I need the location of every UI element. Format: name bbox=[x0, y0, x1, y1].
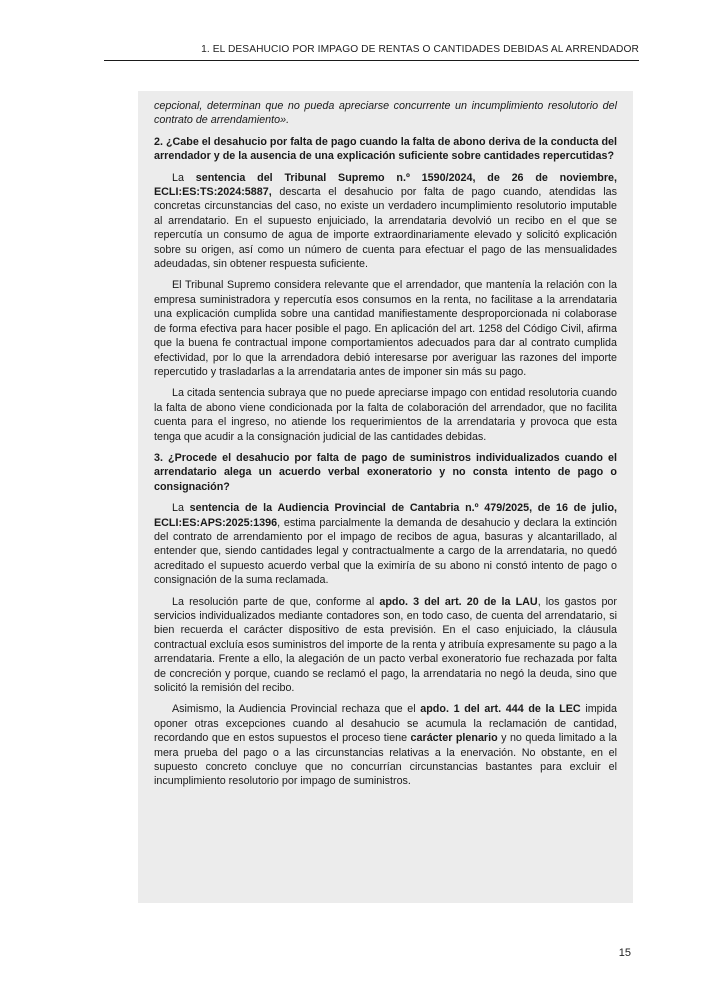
emphasis-caracter-plenario: carácter plenario bbox=[410, 732, 498, 745]
citation-art-20-lau: apdo. 3 del art. 20 de la LAU bbox=[379, 595, 538, 608]
running-header-title: 1. EL DESAHUCIO POR IMPAGO DE RENTAS O CANTIDADES DEBIDAS AL ARRENDADOR bbox=[201, 44, 639, 55]
question-3-paragraph-1 bbox=[154, 501, 617, 587]
text-run: , estima parcialmente la demanda de desahucio y declara la extinción del contrato de arrendamiento por el impago de recibos de agua, basuras y alcantarillado, al entender que, siendo cantidades legal y contractualmente a cargo de la arrendataria, no quedó acreditado el supuesto acuerdo verbal que la eximiría de su abono ni constó intento de pago o consignación de la suma reclamada. bbox=[154, 516, 617, 587]
text-run: , los gastos por servicios individualizados mediante contadores son, en todo caso, de cuenta del arrendatario, si bien recuerda el carácter dispositivo de esta previsión. En el caso enjuiciado, la cláusula contractual excluía esos suministros del importe de la renta y atribuía expresamente su pago a la arrendataria. Frente a ello, la alegación de un pacto verbal exoneratorio fue rechazada por falta de concreción y porque, cuando se reclamó el pago, la arrendataria no negó la deuda, sino que solicitó la remisión del recibo. bbox=[154, 595, 617, 695]
text-run: La resolución parte de que, conforme al bbox=[172, 595, 380, 608]
text-run: La bbox=[172, 502, 190, 515]
question-3-heading: 3. ¿Procede el desahucio por falta de pago de suministros individualizados cuando el arrendatario alega un acuerdo verbal exoneratorio y no consta intento de pago o consignación? bbox=[154, 451, 617, 493]
question-3-paragraph-2 bbox=[154, 595, 617, 696]
question-3-paragraph-3 bbox=[154, 702, 617, 788]
text-run: y no queda limitado a la mera prueba del pago o a las circunstancias relativas a la enervación. No obstante, en el supuesto concreto concluye que no concurrían circunstancias bastantes para excluir el incumplimiento resolutorio por impago de suministros. bbox=[154, 732, 617, 788]
question-2-paragraph-1 bbox=[154, 171, 617, 272]
citation-ap-cantabria-479-2025: sentencia de la Audiencia Provincial de Cantabria n.º 479/2025, de 16 de julio, ECLI:ES:APS:2025:1396 bbox=[154, 502, 617, 529]
content-box bbox=[138, 91, 633, 903]
question-2-paragraph-2: El Tribunal Supremo considera relevante que el arrendador, que mantenía la relación con la empresa suministradora y repercutía esos consumos en la renta, no facilitase a la arrendataria una explicación cumplida sobre una cantidad manifiestamente desproporcionada ni colaborase de forma efectiva para hacer posible el pago. En aplicación del art. 1258 del Código Civil, afirma que la buena fe contractual impone comportamientos adecuados para dar al contrato cumplida efectividad, por lo que la arrendadora debió interesarse por averiguar las razones del importe repercutido y trasladarlas a la arrendataria antes de imponer sin más su pago. bbox=[154, 279, 617, 378]
question-2-paragraph-3: La citada sentencia subraya que no puede apreciarse impago con entidad resolutoria cuando la falta de abono viene condicionada por la falta de colaboración del arrendador, que no facilita cuenta para el ingreso, no atiende los requerimientos de la arrendataria y provoca que esta tenga que acudir a la consignación judicial de las cantidades debidas. bbox=[154, 387, 617, 443]
text-run: impida oponer otras excepciones cuando al desahucio se acumula la reclamación de cantidad, recordando que en estos supuestos el proceso tiene bbox=[154, 703, 617, 745]
page-number: 15 bbox=[618, 947, 631, 959]
citation-art-444-lec: apdo. 1 del art. 444 de la LEC bbox=[420, 703, 581, 716]
continuation-paragraph: cepcional, determinan que no pueda apreciarse concurrente un incumplimiento resolutorio del contrato de arrendamiento». bbox=[154, 100, 617, 127]
text-run: Asimismo, la Audiencia Provincial rechaza que el bbox=[172, 703, 421, 716]
running-header bbox=[104, 44, 639, 61]
question-2-heading: 2. ¿Cabe el desahucio por falta de pago cuando la falta de abono deriva de la conducta del arrendador y de la ausencia de una explicación suficiente sobre cantidades repercutidas? bbox=[154, 135, 617, 163]
text-run: La bbox=[172, 171, 196, 184]
text-run: descarta el desahucio por falta de pago cuando, atendidas las concretas circunstancias del caso, no existe un verdadero incumplimiento resolutorio imputable al arrendatario. En el supuesto enjuiciado, la arrendataria devolvió un recibo en el que se repercutía un consumo de agua de importe extraordinariamente elevado y solicitó explicación sobre su origen, así como un número de cuenta para efectuar el pago de las mensualidades adeudadas, sin obtener respuesta suficiente. bbox=[154, 186, 617, 271]
citation-ts-1590-2024: sentencia del Tribunal Supremo n.º 1590/2024, de 26 de noviembre, ECLI:ES:TS:2024:5887, bbox=[154, 171, 617, 199]
